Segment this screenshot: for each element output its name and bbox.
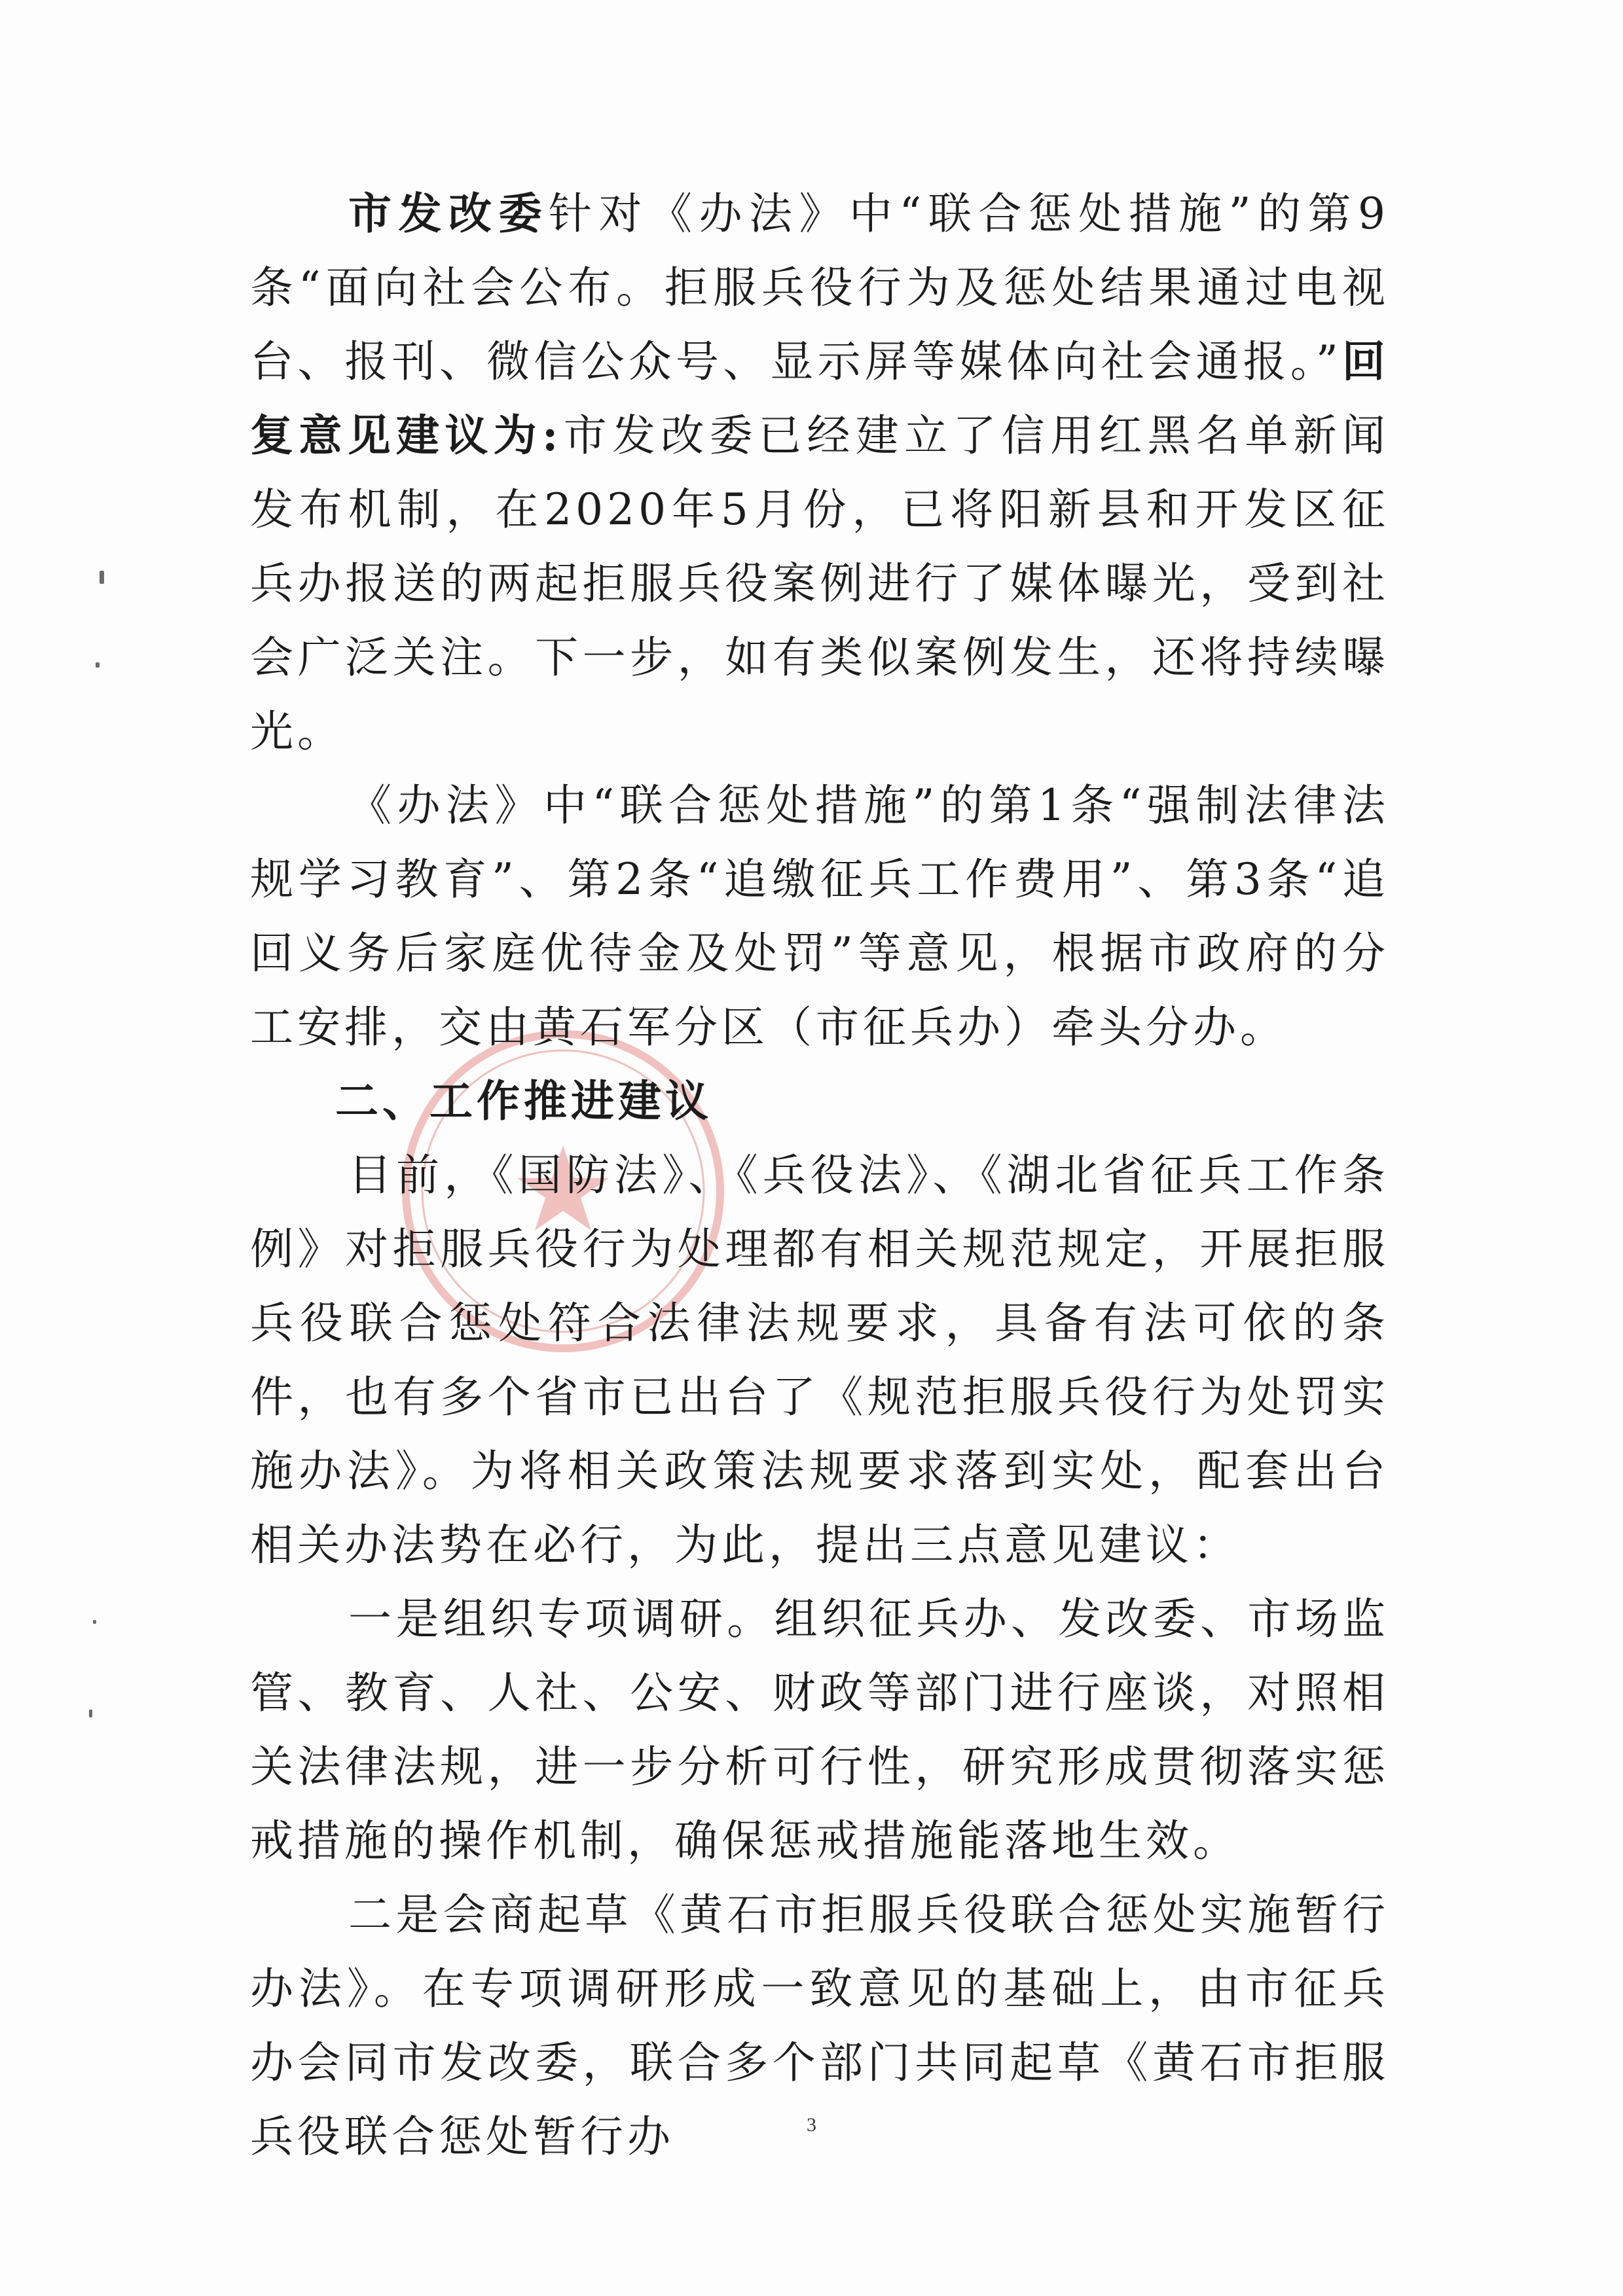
paragraph-text-tail: 市发改委已经建立了信用红黑名单新闻发布机制，在2020年5月份，已将阳新县和开发区征兵办报送的两起拒服兵役案例进行了媒体曝光，受到社会广泛关注。下一步，如有类似案例发生，还将持续曝光。	[250, 410, 1389, 757]
section-heading: 二、工作推进建议	[335, 1076, 712, 1126]
paragraph-lead: 市发改委	[348, 188, 549, 239]
paragraph-text: 针对《办法》中“联合惩处措施”的第9条“面向社会公布。拒服兵役行为及惩处结果通过电视台、报刊、微信公众号、显示屏等媒体向社会通报。”	[250, 188, 1390, 387]
paragraph-suggestion-two: 二是会商起草《黄石市拒服兵役联合惩处实施暂行办法》。在专项调研形成一致意见的基础上，由市征兵办会同市发改委，联合多个部门共同起草《黄石市拒服兵役联合惩处暂行办	[250, 1890, 1389, 2162]
paragraph-emphasis: 回复意见建议为:	[250, 336, 1389, 461]
body-text	[250, 177, 1389, 2174]
paragraph-current-status: 目前，《国防法》、《兵役法》、《湖北省征兵工作条例》对拒服兵役行为处理都有相关规范规定，开展拒服兵役联合惩处符合法律法规要求，具备有法可依的条件，也有多个省市已出台了《规范拒服兵役行为处罚实施办法》。为将相关政策法规要求落到实处，配套出台相关办法势在必行，为此，提出三点意见建议：	[250, 1150, 1389, 1570]
paragraph-suggestion-one: 一是组织专项调研。组织征兵办、发改委、市场监管、教育、人社、公安、财政等部门进行座谈，对照相关法律法规，进一步分析可行性，研究形成贯彻落实惩戒措施的操作机制，确保惩戒措施能落地生效。	[250, 1594, 1389, 1866]
paragraph-measures: 《办法》中“联合惩处措施”的第1条“强制法律法规学习教育”、第2条“追缴征兵工作费用”、第3条“追回义务后家庭优待金及处罚”等意见，根据市政府的分工安排，交由黄石军分区（市征兵办）牵头分办。	[250, 780, 1389, 1052]
scan-speck	[96, 662, 100, 668]
scan-speck	[93, 1620, 96, 1624]
scan-speck	[89, 1710, 92, 1717]
scan-speck	[100, 571, 104, 584]
paragraph-nddrc-reply	[250, 177, 1389, 768]
page-number: 3	[807, 2114, 816, 2136]
